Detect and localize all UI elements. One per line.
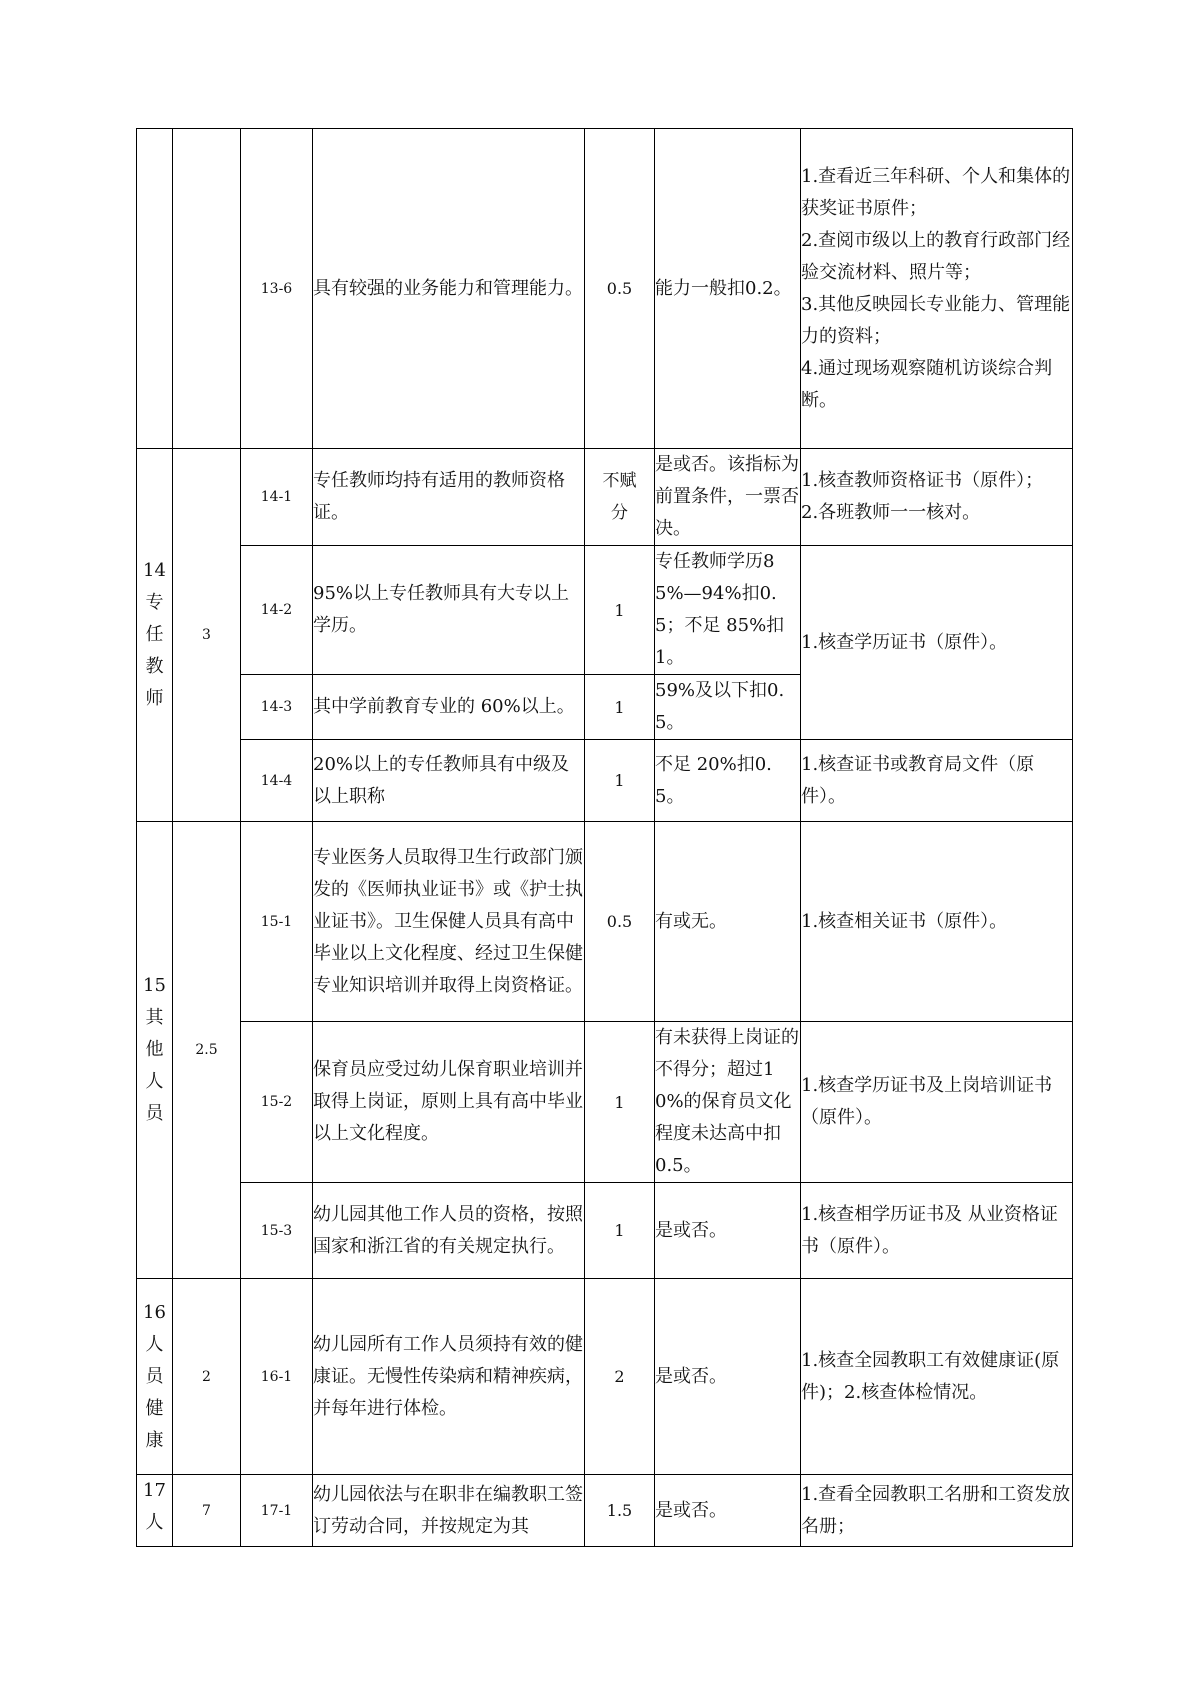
requirement-text: 专任教师均持有适用的教师资格证。 xyxy=(313,449,585,546)
item-code: 14-2 xyxy=(241,546,313,675)
table-row xyxy=(137,1022,1073,1183)
points-value: 1.5 xyxy=(585,1475,655,1547)
category-score: 2 xyxy=(173,1279,241,1475)
item-code: 16-1 xyxy=(241,1279,313,1475)
deduction-text: 是或否。 xyxy=(655,1475,801,1547)
points-value: 0.5 xyxy=(585,822,655,1022)
table-row xyxy=(137,1279,1073,1475)
check-method-line: 1.核查教师资格证书（原件）； xyxy=(801,470,1044,491)
category-score: 3 xyxy=(173,449,241,822)
item-code: 15-1 xyxy=(241,822,313,1022)
item-code: 14-4 xyxy=(241,740,313,822)
check-method-line: 2.各班教师一一核对。 xyxy=(801,502,981,523)
item-code: 15-3 xyxy=(241,1183,313,1279)
requirement-text: 幼儿园其他工作人员的资格，按照国家和浙江省的有关规定执行。 xyxy=(313,1183,585,1279)
table-row xyxy=(137,822,1073,1022)
table-row xyxy=(137,1475,1073,1547)
points-value: 2 xyxy=(585,1279,655,1475)
check-method xyxy=(801,546,1073,740)
table-row xyxy=(137,546,1073,675)
deduction-text: 不足 20%扣0.5。 xyxy=(655,740,801,822)
item-code: 13-6 xyxy=(241,129,313,449)
check-method-line: 1.核查学历证书（原件）。 xyxy=(801,631,1008,653)
check-method-line: 1.核查相学历证书及 从业资格证书（原件）。 xyxy=(801,1203,1058,1257)
deduction-text: 是或否。 xyxy=(655,1183,801,1279)
points-value: 1 xyxy=(585,546,655,675)
check-method xyxy=(801,1022,1073,1183)
item-code: 14-1 xyxy=(241,449,313,546)
deduction-text: 是或否。该指标为前置条件，一票否决。 xyxy=(655,449,801,546)
score-cell xyxy=(173,129,241,449)
requirement-text: 幼儿园依法与在职非在编教职工签订劳动合同，并按规定为其 xyxy=(313,1475,585,1547)
requirement-text: 20%以上的专任教师具有中级及以上职称 xyxy=(313,740,585,822)
check-method xyxy=(801,449,1073,546)
category-cell xyxy=(137,129,173,449)
standards-table xyxy=(136,128,1073,1547)
category-label: 17 人 xyxy=(137,1475,173,1547)
points-value: 1 xyxy=(585,1183,655,1279)
check-method-line: 1.核查全园教职工有效健康证(原件)；2.核查体检情况。 xyxy=(801,1349,1060,1403)
item-code: 17-1 xyxy=(241,1475,313,1547)
points-value: 1 xyxy=(585,740,655,822)
requirement-text: 幼儿园所有工作人员须持有效的健康证。无慢性传染病和精神疾病，并每年进行体检。 xyxy=(313,1279,585,1475)
check-method xyxy=(801,1183,1073,1279)
check-method xyxy=(801,129,1073,449)
deduction-text: 有或无。 xyxy=(655,822,801,1022)
table-row xyxy=(137,449,1073,546)
deduction-text: 是或否。 xyxy=(655,1279,801,1475)
requirement-text: 专业医务人员取得卫生行政部门颁发的《医师执业证书》或《护士执业证书》。卫生保健人员具有高中毕业以上文化程度、经过卫生保健专业知识培训并取得上岗资格证。 xyxy=(313,822,585,1022)
check-method xyxy=(801,1475,1073,1547)
points-value: 1 xyxy=(585,675,655,740)
deduction-text: 有未获得上岗证的不得分；超过10%的保育员文化程度未达高中扣 0.5。 xyxy=(655,1022,801,1183)
table-row xyxy=(137,740,1073,822)
points-value: 不赋分 xyxy=(585,449,655,546)
points-value: 0.5 xyxy=(585,129,655,449)
check-method-line: 1.查看全园教职工名册和工资发放名册； xyxy=(801,1483,1071,1537)
check-method-line: 4.通过现场观察随机访谈综合判断。 xyxy=(801,357,1053,411)
deduction-text: 59%及以下扣0.5。 xyxy=(655,675,801,740)
table-row xyxy=(137,1183,1073,1279)
deduction-text: 能力一般扣0.2。 xyxy=(655,129,801,449)
table-row xyxy=(137,129,1073,449)
requirement-text: 95%以上专任教师具有大专以上学历。 xyxy=(313,546,585,675)
item-code: 14-3 xyxy=(241,675,313,740)
category-score: 2.5 xyxy=(173,822,241,1279)
check-method xyxy=(801,1279,1073,1475)
check-method-line: 2.查阅市级以上的教育行政部门经验交流材料、照片等； xyxy=(801,229,1071,283)
points-value: 1 xyxy=(585,1022,655,1183)
item-code: 15-2 xyxy=(241,1022,313,1183)
check-method-line: 1.核查学历证书及上岗培训证书（原件）。 xyxy=(801,1075,1053,1128)
category-label: 14 专 任 教 师 xyxy=(137,449,173,822)
check-method-line: 1.核查证书或教育局文件（原件）。 xyxy=(801,753,1035,807)
requirement-text: 具有较强的业务能力和管理能力。 xyxy=(313,129,585,449)
category-label: 16 人 员 健 康 xyxy=(137,1279,173,1475)
requirement-text: 保育员应受过幼儿保育职业培训并取得上岗证，原则上具有高中毕业以上文化程度。 xyxy=(313,1022,585,1183)
deduction-text: 专任教师学历85%—94%扣0.5；不足 85%扣 1。 xyxy=(655,546,801,675)
check-method xyxy=(801,740,1073,822)
category-score: 7 xyxy=(173,1475,241,1547)
category-label: 15 其 他 人 员 xyxy=(137,822,173,1279)
check-method xyxy=(801,822,1073,1022)
check-method-line: 3.其他反映园长专业能力、管理能力的资料； xyxy=(801,293,1071,347)
requirement-text: 其中学前教育专业的 60%以上。 xyxy=(313,675,585,740)
check-method-line: 1.查看近三年科研、个人和集体的获奖证书原件； xyxy=(801,165,1071,219)
check-method-line: 1.核查相关证书（原件）。 xyxy=(801,910,1008,932)
